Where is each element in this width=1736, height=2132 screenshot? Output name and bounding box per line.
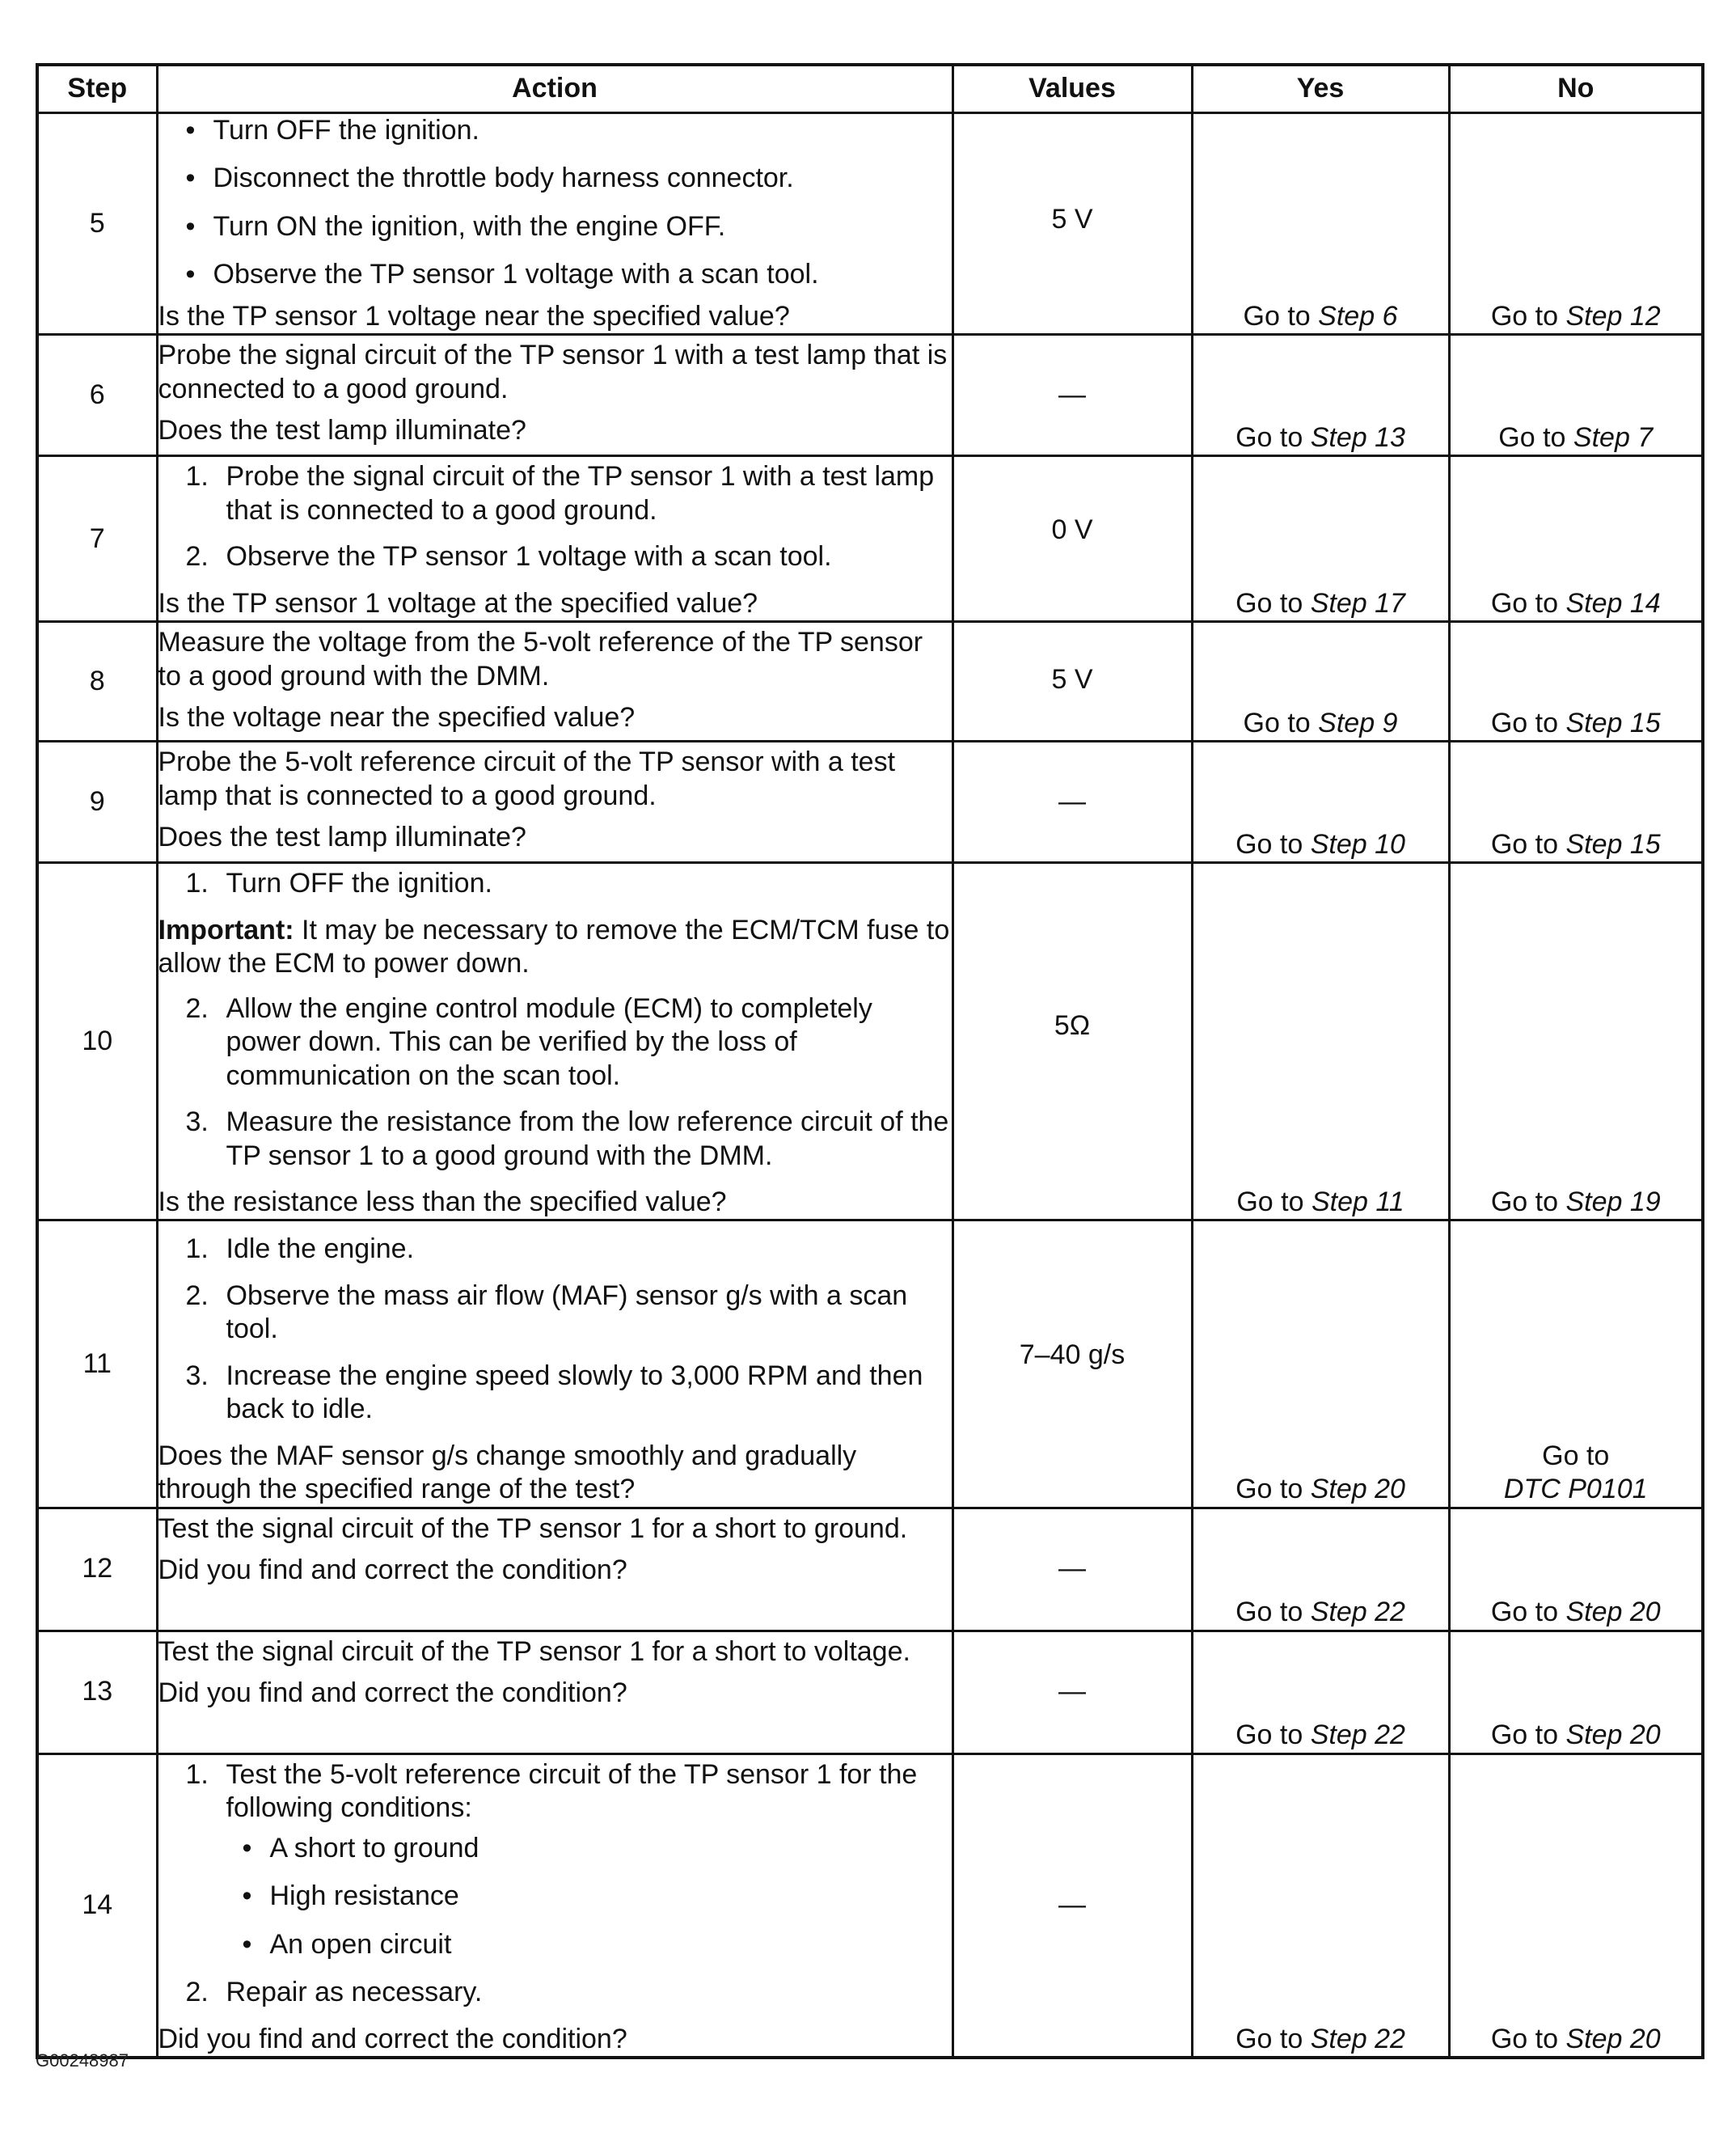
no-link[interactable]: Step 14 [1565, 587, 1661, 619]
bullet-list [158, 114, 952, 292]
step-number: 7 [37, 456, 157, 622]
value-cell: — [952, 1753, 1192, 2058]
list-item: • Turn OFF the ignition. [186, 114, 952, 147]
value-cell: — [952, 742, 1192, 863]
step-number: 5 [37, 113, 157, 335]
value-cell: 5 V [952, 622, 1192, 742]
no-link[interactable]: Step 15 [1565, 707, 1661, 738]
step-number: 6 [37, 335, 157, 456]
question: Does the MAF sensor g/s change smoothly and gradually through the specified range of the test? [158, 1440, 857, 1505]
table-row [37, 863, 1703, 1220]
table-row [37, 113, 1703, 335]
action-cell [157, 113, 952, 335]
yes-cell: Go to Step 9 [1192, 622, 1449, 742]
yes-link[interactable]: Step 17 [1310, 587, 1405, 619]
list-item: 2. Repair as necessary. [185, 1977, 483, 2008]
figure-code: G00248987 [36, 2050, 129, 2071]
question: Is the voltage near the specified value? [158, 702, 636, 734]
table-row [37, 742, 1703, 863]
step-number: 10 [37, 863, 157, 1220]
action-text: Test the signal circuit of the TP sensor 1 for a short to voltage. [158, 1635, 910, 1667]
list-item: 1. Test the 5-volt reference circuit of the TP sensor 1 for the following conditions: • A short to ground • High resistance • An open circuit [186, 1758, 952, 1961]
question: Did you find and correct the condition? [158, 2023, 627, 2054]
yes-cell: Go to Step 22 [1192, 1631, 1449, 1753]
value-cell: — [952, 1631, 1192, 1753]
yes-link[interactable]: Step 22 [1310, 1597, 1405, 1628]
action-cell [157, 1753, 952, 2058]
list-item: • Observe the TP sensor 1 voltage with a scan tool. [186, 258, 952, 291]
yes-link[interactable]: Step 13 [1310, 421, 1405, 453]
question: Did you find and correct the condition? [158, 1555, 627, 1586]
numbered-list [158, 1758, 952, 2010]
no-cell: Go to Step 20 [1449, 1631, 1703, 1753]
action-text: Test the signal circuit of the TP sensor 1 for a short to ground. [158, 1512, 908, 1544]
yes-link[interactable]: Step 20 [1310, 1474, 1405, 1505]
yes-cell: Go to Step 10 [1192, 742, 1449, 863]
yes-cell: Go to Step 6 [1192, 113, 1449, 335]
no-link[interactable]: Step 15 [1565, 828, 1661, 860]
action-cell [157, 1631, 952, 1753]
action-cell [157, 335, 952, 456]
yes-cell: Go to Step 22 [1192, 1753, 1449, 2058]
action-cell [157, 742, 952, 863]
table-row [37, 622, 1703, 742]
list-item: 1. Probe the signal circuit of the TP sensor 1 with a test lamp that is connected to a good ground. [185, 461, 935, 526]
list-item: 2. Observe the mass air flow (MAF) sensor g/s with a scan tool. [185, 1280, 908, 1345]
no-link[interactable]: Step 19 [1565, 1186, 1661, 1217]
question: Does the test lamp illuminate? [158, 415, 526, 446]
list-item: 3. Increase the engine speed slowly to 3,000 RPM and then back to idle. [185, 1360, 923, 1425]
numbered-list [158, 992, 952, 1173]
header-yes: Yes [1192, 65, 1449, 113]
table-row [37, 456, 1703, 622]
list-item: 2. Allow the engine control module (ECM) to completely power down. This can be verified by the loss of communication on the scan tool. [185, 992, 872, 1091]
header-no: No [1449, 65, 1703, 113]
action-text: Probe the signal circuit of the TP sensor 1 with a test lamp that is connected to a good ground. [158, 340, 948, 404]
no-link[interactable]: Step 20 [1565, 2023, 1661, 2054]
yes-link[interactable]: Step 22 [1310, 2023, 1405, 2054]
action-cell [157, 1220, 952, 1508]
no-cell: Go to DTC P0101 [1449, 1220, 1703, 1508]
important-note: Important: It may be necessary to remove the ECM/TCM fuse to allow the ECM to power down. [158, 914, 950, 979]
diagnostic-table [36, 63, 1704, 2059]
list-item: • Turn ON the ignition, with the engine OFF. [186, 210, 952, 243]
list-item: • An open circuit [243, 1928, 952, 1961]
step-number: 14 [37, 1753, 157, 2058]
numbered-list [158, 1233, 952, 1426]
yes-link[interactable]: Step 11 [1311, 1186, 1404, 1217]
question: Is the TP sensor 1 voltage near the specified value? [158, 300, 790, 332]
yes-cell: Go to Step 20 [1192, 1220, 1449, 1508]
action-cell [157, 1508, 952, 1631]
value-cell: — [952, 335, 1192, 456]
value-cell: — [952, 1508, 1192, 1631]
question: Did you find and correct the condition? [158, 1677, 627, 1709]
no-cell: Go to Step 15 [1449, 622, 1703, 742]
table-row [37, 1753, 1703, 2058]
yes-link[interactable]: Step 9 [1318, 707, 1398, 738]
no-cell: Go to Step 14 [1449, 456, 1703, 622]
no-link[interactable]: Step 12 [1565, 300, 1661, 332]
yes-cell: Go to Step 22 [1192, 1508, 1449, 1631]
list-item: 1. Turn OFF the ignition. [185, 868, 492, 899]
action-cell [157, 622, 952, 742]
step-number: 9 [37, 742, 157, 863]
yes-link[interactable]: Step 22 [1310, 1720, 1405, 1751]
no-cell: Go to Step 19 [1449, 863, 1703, 1220]
action-cell [157, 863, 952, 1220]
yes-link[interactable]: Step 10 [1310, 828, 1405, 860]
yes-cell: Go to Step 17 [1192, 456, 1449, 622]
yes-link[interactable]: Step 6 [1318, 300, 1398, 332]
no-link[interactable]: Step 20 [1565, 1720, 1661, 1751]
value-cell: 5Ω [952, 863, 1192, 1220]
value-cell: 0 V [952, 456, 1192, 622]
table-row [37, 1508, 1703, 1631]
step-number: 12 [37, 1508, 157, 1631]
no-link[interactable]: Step 7 [1573, 421, 1654, 453]
action-cell [157, 456, 952, 622]
yes-cell: Go to Step 13 [1192, 335, 1449, 456]
value-cell: 5 V [952, 113, 1192, 335]
table-row [37, 1220, 1703, 1508]
no-cell: Go to Step 7 [1449, 335, 1703, 456]
no-cell: Go to Step 12 [1449, 113, 1703, 335]
list-item: • A short to ground [243, 1832, 952, 1865]
question: Is the resistance less than the specified value? [158, 1186, 727, 1217]
header-action: Action [157, 65, 952, 113]
header-values: Values [952, 65, 1192, 113]
list-item: 1. Idle the engine. [185, 1233, 415, 1265]
numbered-list [158, 460, 952, 573]
list-item: • Disconnect the throttle body harness connector. [186, 162, 952, 195]
no-link[interactable]: DTC P0101 [1503, 1474, 1648, 1505]
no-cell: Go to Step 20 [1449, 1753, 1703, 2058]
no-cell: Go to Step 15 [1449, 742, 1703, 863]
action-text: Measure the voltage from the 5-volt reference of the TP sensor to a good ground with the DMM. [158, 627, 923, 692]
header-step: Step [37, 65, 157, 113]
no-cell: Go to Step 20 [1449, 1508, 1703, 1631]
table-header-row [37, 65, 1703, 113]
yes-cell: Go to Step 11 [1192, 863, 1449, 1220]
list-item: 2. Observe the TP sensor 1 voltage with a scan tool. [185, 541, 832, 573]
table-row [37, 335, 1703, 456]
list-item: • High resistance [243, 1880, 952, 1913]
action-text: Probe the 5-volt reference circuit of the TP sensor with a test lamp that is connected to a good ground. [158, 747, 896, 811]
question: Is the TP sensor 1 voltage at the specified value? [158, 587, 758, 619]
step-number: 8 [37, 622, 157, 742]
question: Does the test lamp illuminate? [158, 822, 526, 853]
step-number: 11 [37, 1220, 157, 1508]
step-number: 13 [37, 1631, 157, 1753]
condition-list [226, 1832, 952, 1961]
table-row [37, 1631, 1703, 1753]
list-item: 3. Measure the resistance from the low reference circuit of the TP sensor 1 to a good ground with the DMM. [185, 1106, 949, 1171]
no-link[interactable]: Step 20 [1565, 1597, 1661, 1628]
value-cell: 7–40 g/s [952, 1220, 1192, 1508]
numbered-list [158, 867, 952, 900]
